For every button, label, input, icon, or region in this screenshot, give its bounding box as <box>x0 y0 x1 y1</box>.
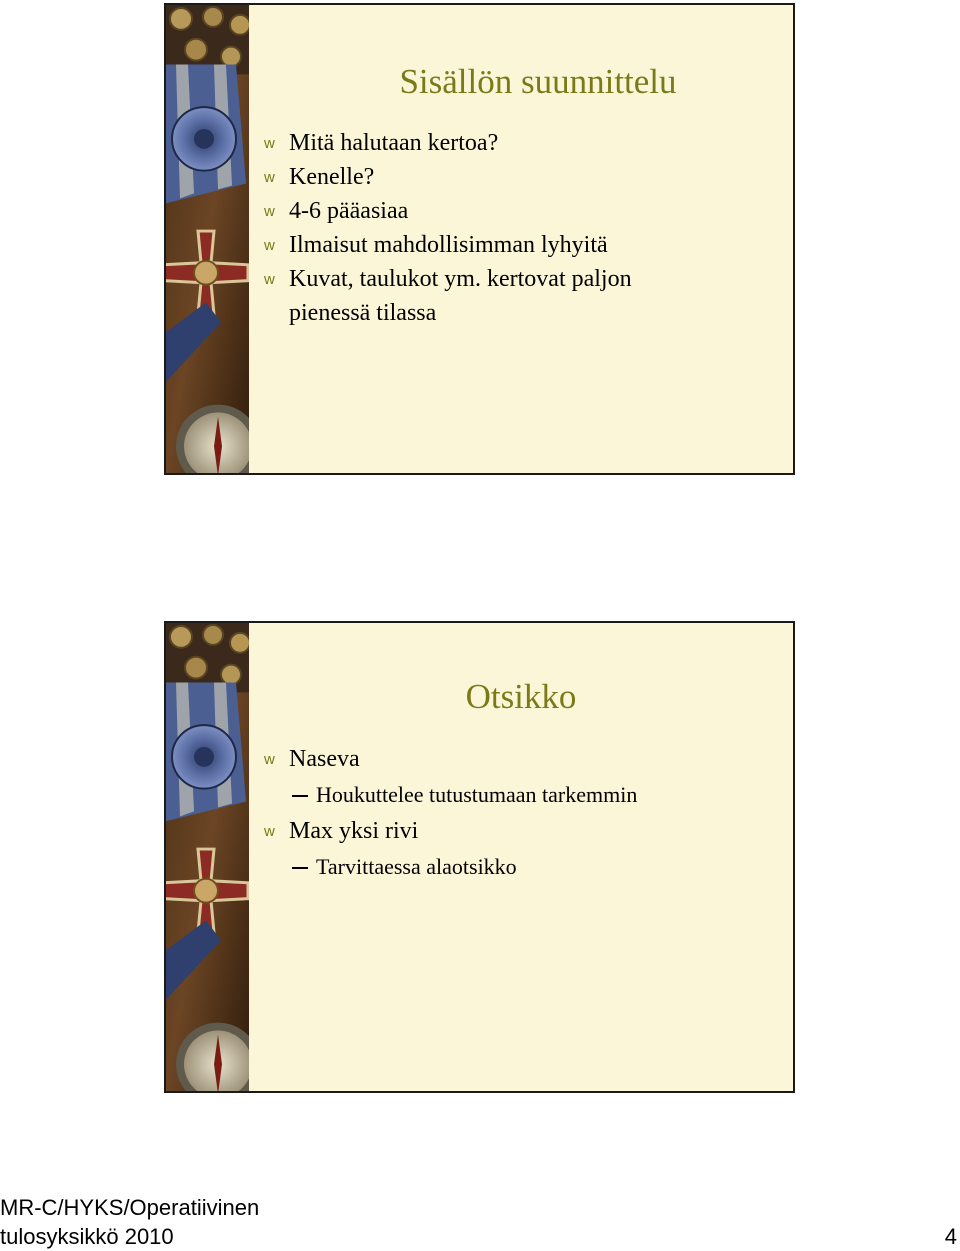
bullet-marker: w <box>264 203 275 220</box>
dash-marker <box>292 867 308 869</box>
bullet-marker: w <box>264 271 275 288</box>
bullet-marker: w <box>264 237 275 254</box>
bullet-marker: w <box>264 135 275 152</box>
list-item <box>264 160 783 194</box>
sub-bullet-text: Tarvittaessa alaotsikko <box>316 854 517 879</box>
bullet-text: Naseva <box>289 746 360 772</box>
bullet-marker: w <box>264 823 275 840</box>
bullet-list <box>264 742 783 886</box>
list-item <box>264 194 783 228</box>
footer-line-2: tulosyksikkö 2010 <box>0 1224 174 1249</box>
list-item <box>264 228 783 262</box>
medal-compass-side-art-icon <box>166 623 249 1091</box>
list-item <box>264 742 783 776</box>
list-item <box>264 814 783 848</box>
bullet-text: 4-6 pääasiaa <box>289 198 409 224</box>
slide-1-content <box>249 5 793 473</box>
medal-compass-side-art-icon <box>166 5 249 473</box>
bullet-text: Kuvat, taulukot ym. kertovat paljon pienessä tilassa <box>289 266 632 326</box>
sub-bullet-text: Houkuttelee tutustumaan tarkemmin <box>316 782 638 807</box>
bullet-marker: w <box>264 751 275 768</box>
page-footer <box>0 1193 960 1251</box>
slide-1 <box>164 3 795 475</box>
bullet-text: Mitä halutaan kertoa? <box>289 130 499 156</box>
page-number: 4 <box>944 1224 957 1249</box>
slide-2 <box>164 621 795 1093</box>
bullet-text: Ilmaisut mahdollisimman lyhyitä <box>289 232 608 258</box>
slide-2-content <box>249 623 793 1091</box>
sub-list-item <box>264 780 783 810</box>
bullet-text: Kenelle? <box>289 164 375 190</box>
bullet-marker: w <box>264 169 275 186</box>
sub-list-item <box>264 852 783 882</box>
bullet-text: Max yksi rivi <box>289 818 419 844</box>
slide-title: Otsikko <box>465 677 577 716</box>
footer-line-1: MR-C/HYKS/Operatiivinen <box>0 1195 260 1220</box>
dash-marker <box>292 795 308 797</box>
slide-title: Sisällön suunnittelu <box>399 62 677 101</box>
list-item <box>264 126 783 160</box>
list-item <box>264 262 709 330</box>
bullet-list <box>264 126 783 330</box>
